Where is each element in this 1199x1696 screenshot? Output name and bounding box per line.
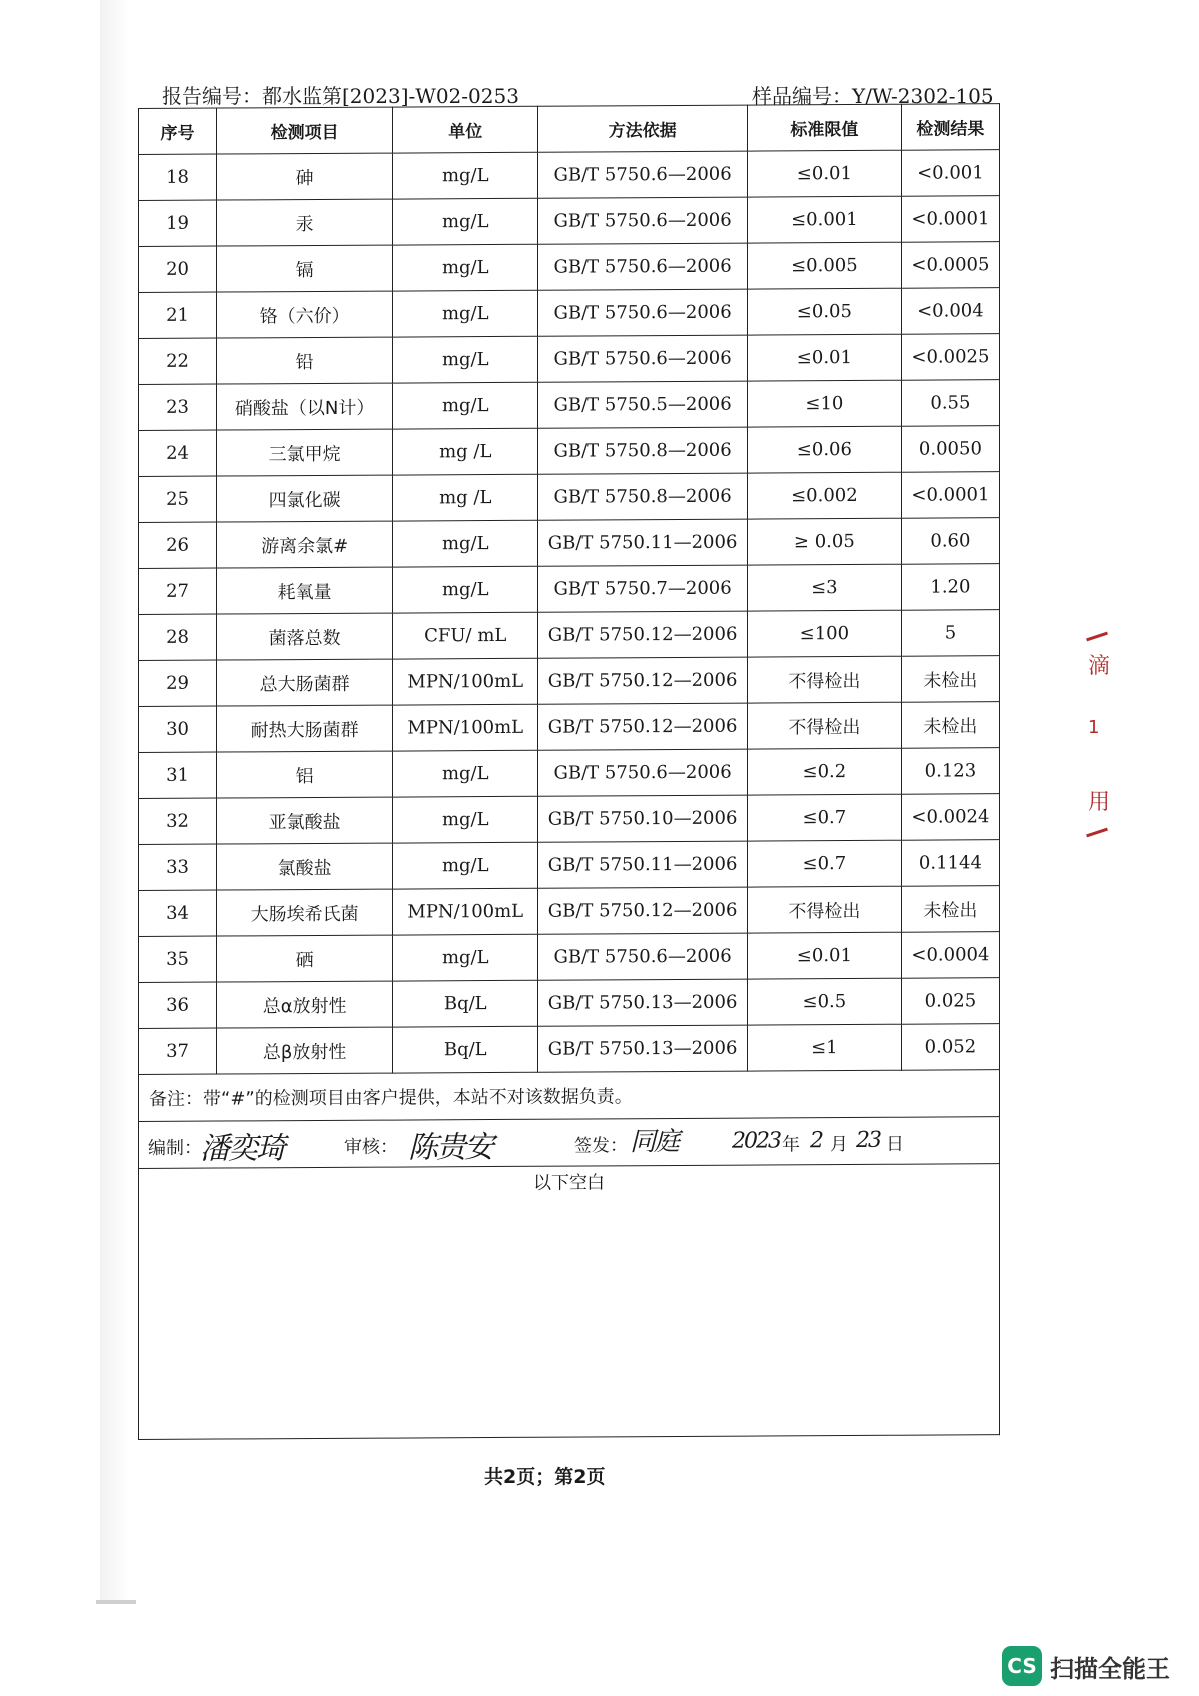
- cell-result: <0.0004: [901, 932, 999, 979]
- cell-result: <0.0001: [901, 196, 999, 243]
- cell-seq: 21: [139, 292, 217, 338]
- editor-label: 编制：: [148, 1137, 202, 1159]
- cell-item: 耗氧量: [217, 567, 393, 614]
- cell-method: GB/T 5750.11—2006: [538, 841, 748, 888]
- date-year-label: 年: [782, 1134, 800, 1156]
- cell-unit: mg/L: [393, 336, 538, 383]
- sample-number: 样品编号：Y/W-2302-105: [752, 84, 994, 108]
- cell-result: 0.55: [901, 380, 999, 427]
- cell-seq: 23: [139, 384, 217, 430]
- scanner-watermark: [1002, 1646, 1170, 1686]
- cell-item: 四氯化碳: [217, 475, 393, 522]
- cell-method: GB/T 5750.7—2006: [538, 565, 748, 612]
- table-row: [139, 426, 1000, 477]
- cell-unit: mg/L: [393, 934, 538, 981]
- cell-unit: mg/L: [393, 382, 538, 429]
- cell-seq: 28: [139, 614, 217, 660]
- cell-unit: mg/L: [393, 244, 538, 291]
- cell-limit: ≤0.05: [747, 288, 901, 335]
- cell-result: 5: [901, 610, 999, 657]
- cell-unit: mg/L: [393, 198, 538, 245]
- cell-item: 总大肠菌群: [217, 659, 393, 706]
- header-row: [139, 104, 1000, 155]
- cell-seq: 19: [139, 200, 217, 246]
- cell-item: 亚氯酸盐: [217, 797, 393, 844]
- cell-unit: mg/L: [393, 520, 538, 567]
- cell-method: GB/T 5750.6—2006: [538, 197, 748, 244]
- cell-limit: ≤0.002: [747, 472, 901, 519]
- cell-result: 0.052: [901, 1024, 999, 1071]
- table-body: [139, 150, 1000, 1075]
- cell-limit: ≤0.01: [747, 150, 901, 197]
- cell-item: 总β放射性: [217, 1027, 393, 1074]
- signature-row: [139, 1117, 1000, 1169]
- cell-unit: mg/L: [393, 796, 538, 843]
- table-row: [139, 288, 1000, 339]
- cell-seq: 33: [139, 844, 217, 890]
- cell-limit: ≥ 0.05: [747, 518, 901, 565]
- cell-unit: MPN/100mL: [393, 658, 538, 705]
- col-header-seq: 序号: [139, 108, 217, 154]
- editor-signature: 潘奕琦: [200, 1131, 284, 1167]
- cell-unit: mg /L: [393, 428, 538, 475]
- col-header-result: 检测结果: [901, 104, 999, 151]
- cell-limit: ≤100: [747, 610, 901, 657]
- cell-limit: ≤3: [747, 564, 901, 611]
- cell-unit: Bq/L: [393, 1026, 538, 1073]
- table-row: [139, 886, 1000, 937]
- cell-seq: 31: [139, 752, 217, 798]
- cell-item: 硒: [217, 935, 393, 982]
- cell-seq: 22: [139, 338, 217, 384]
- cell-item: 菌落总数: [217, 613, 393, 660]
- cell-item: 三氯甲烷: [217, 429, 393, 476]
- camscanner-logo-icon: CS: [1002, 1646, 1042, 1686]
- date-day-label: 日: [886, 1133, 904, 1155]
- cell-result: 0.025: [901, 978, 999, 1025]
- cell-seq: 20: [139, 246, 217, 292]
- cell-method: GB/T 5750.5—2006: [538, 381, 748, 428]
- scanner-brand-name: 扫描全能王: [1050, 1654, 1170, 1683]
- cell-unit: mg/L: [393, 842, 538, 889]
- cell-limit: ≤0.7: [747, 794, 901, 841]
- cell-method: GB/T 5750.6—2006: [538, 335, 748, 382]
- table-row: [139, 932, 1000, 983]
- cell-unit: mg/L: [393, 750, 538, 797]
- cell-item: 氯酸盐: [217, 843, 393, 890]
- issuer-label: 签发：: [574, 1135, 628, 1157]
- cell-result: <0.001: [901, 150, 999, 197]
- stamp-mark-top: [1086, 632, 1108, 642]
- cell-method: GB/T 5750.6—2006: [538, 151, 748, 198]
- cell-seq: 32: [139, 798, 217, 844]
- results-table: [138, 103, 1000, 1440]
- cell-method: GB/T 5750.6—2006: [538, 749, 748, 796]
- table-row: [139, 656, 1000, 707]
- col-header-limit: 标准限值: [747, 104, 901, 151]
- cell-method: GB/T 5750.13—2006: [538, 1025, 748, 1072]
- cell-item: 铝: [217, 751, 393, 798]
- table-row: [139, 564, 1000, 615]
- cell-item: 砷: [217, 153, 393, 200]
- cell-result: <0.0025: [901, 334, 999, 381]
- cell-item: 大肠埃希氏菌: [217, 889, 393, 936]
- cell-method: GB/T 5750.12—2006: [538, 887, 748, 934]
- table-row: [139, 702, 1000, 753]
- cell-result: <0.0005: [901, 242, 999, 289]
- table-row: [139, 472, 1000, 523]
- blank-row: [139, 1164, 1000, 1440]
- col-header-method: 方法依据: [538, 105, 748, 152]
- table-row: [139, 1024, 1000, 1075]
- cell-item: 铅: [217, 337, 393, 384]
- page-footer: 共2页；第2页: [484, 1466, 606, 1488]
- cell-unit: MPN/100mL: [393, 888, 538, 935]
- stamp-char-1: 滴: [1088, 654, 1111, 679]
- cell-item: 汞: [217, 199, 393, 246]
- cell-result: 未检出: [901, 886, 999, 933]
- cell-item: 游离余氯#: [217, 521, 393, 568]
- reviewer-label: 审核：: [344, 1136, 398, 1158]
- stamp-mark-bottom: [1086, 828, 1108, 838]
- cell-method: GB/T 5750.6—2006: [538, 243, 748, 290]
- cell-seq: 18: [139, 154, 217, 200]
- cell-seq: 30: [139, 706, 217, 752]
- cell-seq: 25: [139, 476, 217, 522]
- cell-method: GB/T 5750.6—2006: [538, 289, 748, 336]
- cell-result: <0.0001: [901, 472, 999, 519]
- cell-item: 硝酸盐（以N计）: [217, 383, 393, 430]
- cell-item: 总α放射性: [217, 981, 393, 1028]
- reviewer-signature: 陈贵安: [408, 1130, 492, 1166]
- date-day: 23: [856, 1127, 880, 1153]
- stamp-char-2: 1: [1088, 717, 1100, 738]
- table-row: [139, 242, 1000, 293]
- cell-unit: mg/L: [393, 152, 538, 199]
- blank-area: [139, 1164, 1000, 1440]
- cell-seq: 29: [139, 660, 217, 706]
- date-month-label: 月: [830, 1134, 848, 1156]
- cell-unit: mg /L: [393, 474, 538, 521]
- cell-result: <0.004: [901, 288, 999, 335]
- cell-seq: 27: [139, 568, 217, 614]
- scan-shadow-bottom: [96, 1600, 136, 1604]
- cell-unit: Bq/L: [393, 980, 538, 1027]
- note-row: [139, 1070, 1000, 1122]
- cell-unit: MPN/100mL: [393, 704, 538, 751]
- cell-result: 未检出: [901, 702, 999, 749]
- cell-seq: 34: [139, 890, 217, 936]
- note-text: 备注：带“#”的检测项目由客户提供，本站不对该数据负责。: [139, 1070, 1000, 1122]
- signature-cell: [139, 1117, 1000, 1169]
- cell-result: <0.0024: [901, 794, 999, 841]
- partial-red-stamp: [1082, 635, 1116, 845]
- table-row: [139, 978, 1000, 1029]
- cell-seq: 37: [139, 1028, 217, 1074]
- blank-below-text: 以下空白: [533, 1172, 605, 1194]
- table-row: [139, 518, 1000, 569]
- cell-result: 0.0050: [901, 426, 999, 473]
- stamp-char-3: 用: [1088, 790, 1111, 815]
- cell-seq: 36: [139, 982, 217, 1028]
- cell-limit: ≤0.5: [747, 978, 901, 1025]
- issuer-signature: 同庭: [630, 1126, 679, 1158]
- cell-limit: ≤0.01: [747, 932, 901, 979]
- cell-seq: 35: [139, 936, 217, 982]
- cell-method: GB/T 5750.8—2006: [538, 473, 748, 520]
- table-row: [139, 610, 1000, 661]
- cell-result: 0.1144: [901, 840, 999, 887]
- cell-method: GB/T 5750.11—2006: [538, 519, 748, 566]
- cell-seq: 26: [139, 522, 217, 568]
- cell-limit: ≤0.7: [747, 840, 901, 887]
- cell-limit: 不得检出: [747, 702, 901, 749]
- cell-limit: ≤0.2: [747, 748, 901, 795]
- cell-method: GB/T 5750.13—2006: [538, 979, 748, 1026]
- col-header-item: 检测项目: [217, 107, 393, 154]
- table-row: [139, 334, 1000, 385]
- cell-unit: CFU/ mL: [393, 612, 538, 659]
- cell-item: 镉: [217, 245, 393, 292]
- date-month: 2: [810, 1128, 822, 1154]
- cell-limit: ≤10: [747, 380, 901, 427]
- cell-limit: ≤1: [747, 1024, 901, 1071]
- cell-result: 1.20: [901, 564, 999, 611]
- cell-item: 耐热大肠菌群: [217, 705, 393, 752]
- table-row: [139, 196, 1000, 247]
- cell-seq: 24: [139, 430, 217, 476]
- cell-unit: mg/L: [393, 566, 538, 613]
- cell-limit: ≤0.01: [747, 334, 901, 381]
- col-header-unit: 单位: [393, 106, 538, 153]
- report-number: 报告编号：都水监第[2023]-W02-0253: [162, 84, 519, 108]
- cell-limit: 不得检出: [747, 656, 901, 703]
- date-year: 2023: [732, 1128, 780, 1154]
- cell-result: 0.123: [901, 748, 999, 795]
- cell-method: GB/T 5750.10—2006: [538, 795, 748, 842]
- cell-result: 0.60: [901, 518, 999, 565]
- cell-limit: 不得检出: [747, 886, 901, 933]
- cell-method: GB/T 5750.12—2006: [538, 657, 748, 704]
- table-row: [139, 794, 1000, 845]
- cell-method: GB/T 5750.6—2006: [538, 933, 748, 980]
- cell-method: GB/T 5750.12—2006: [538, 611, 748, 658]
- cell-item: 铬（六价）: [217, 291, 393, 338]
- table-row: [139, 150, 1000, 201]
- table-row: [139, 380, 1000, 431]
- cell-result: 未检出: [901, 656, 999, 703]
- cell-limit: ≤0.001: [747, 196, 901, 243]
- cell-method: GB/T 5750.12—2006: [538, 703, 748, 750]
- cell-limit: ≤0.005: [747, 242, 901, 289]
- cell-method: GB/T 5750.8—2006: [538, 427, 748, 474]
- cell-unit: mg/L: [393, 290, 538, 337]
- table-row: [139, 840, 1000, 891]
- scan-shadow-edge: [100, 0, 130, 1600]
- table-header: [139, 104, 1000, 155]
- table-row: [139, 748, 1000, 799]
- cell-limit: ≤0.06: [747, 426, 901, 473]
